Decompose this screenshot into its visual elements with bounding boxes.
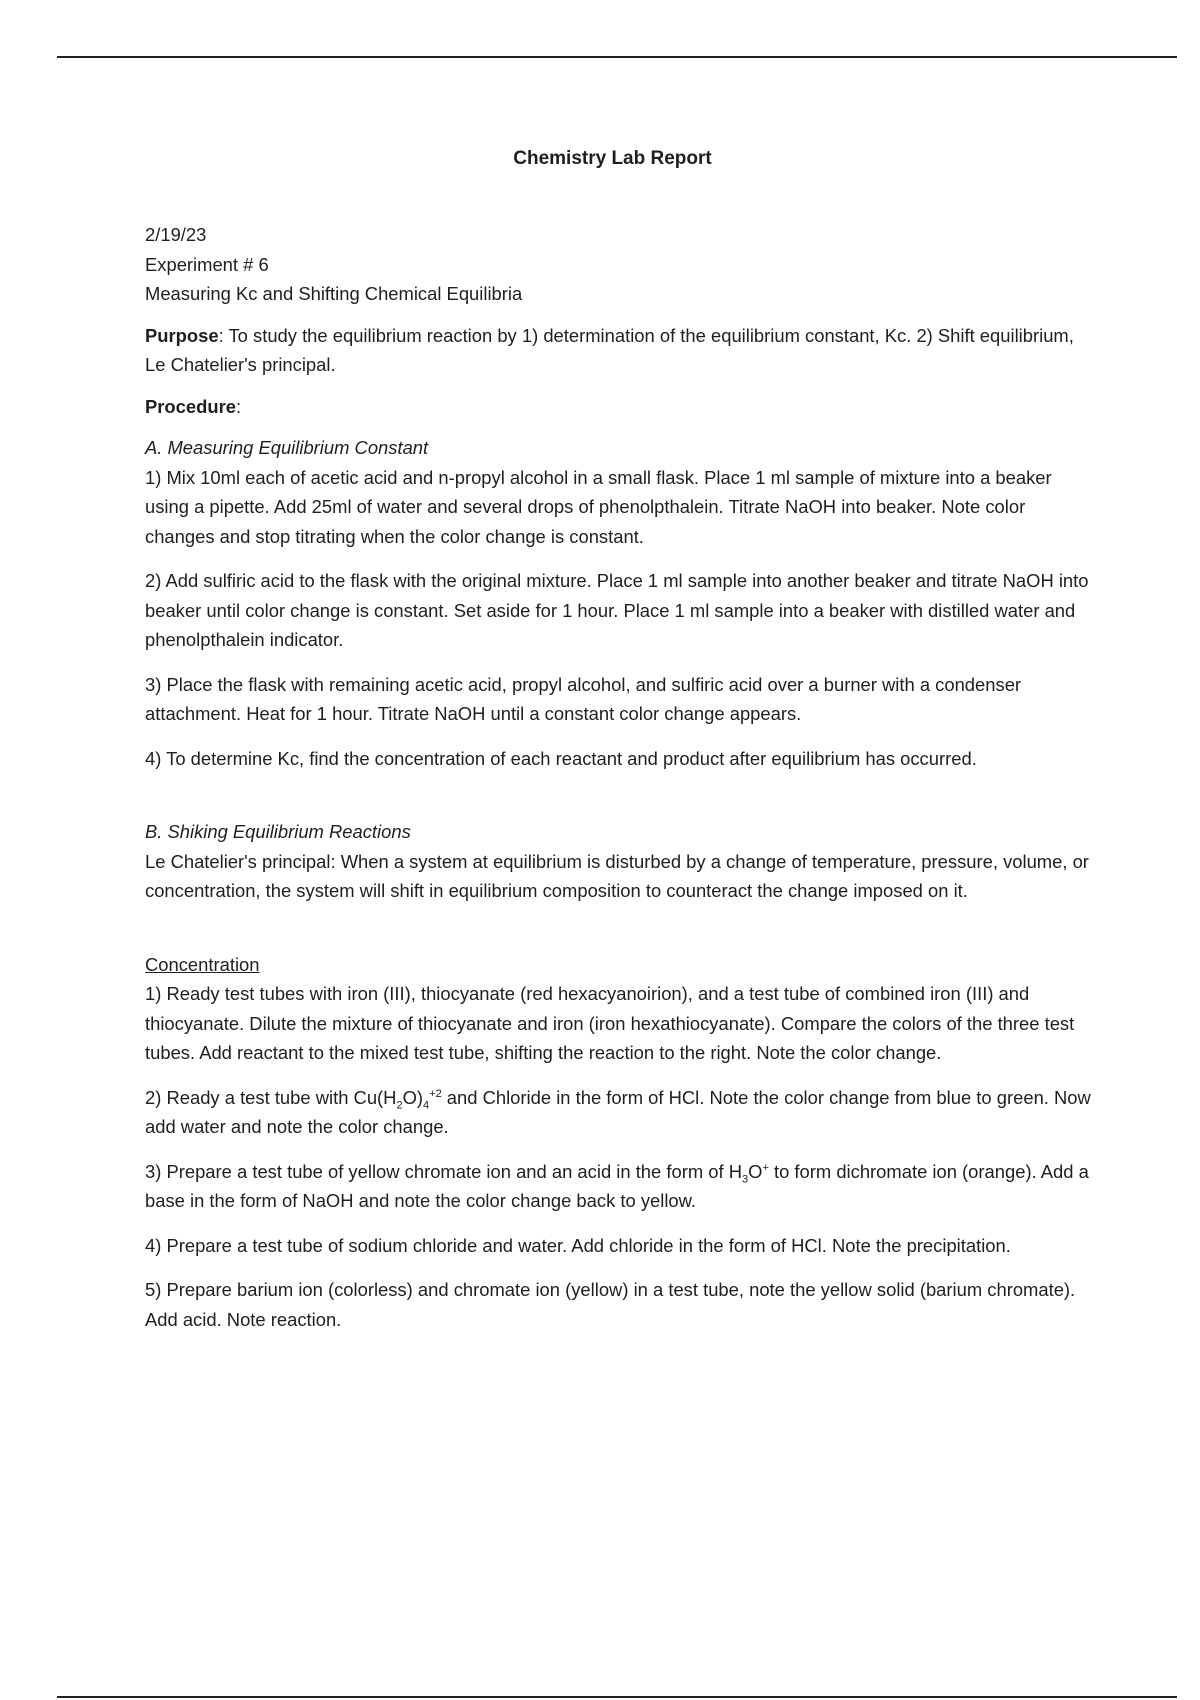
step-3-mid: O [748, 1160, 763, 1182]
section-a-step-3: 3) Place the flask with remaining acetic acid, propyl alcohol, and sulfiric acid over a burner with a condenser attachment. Heat for 1 hour. Titrate NaOH until a constant color change appears. [145, 673, 1022, 724]
bottom-rule [57, 1696, 1177, 1698]
step-2-post: and Chloride in the form of HCl. Note the color change from blue to green. Now add water and note the color change. [145, 1086, 1091, 1137]
step-2-pre: 2) Ready a test tube with Cu(H [145, 1086, 397, 1108]
step-2-sub-2: 4 [423, 1099, 430, 1112]
concentration-heading: Concentration [145, 953, 260, 975]
purpose-paragraph [145, 321, 1095, 380]
concentration-step-5: 5) Prepare barium ion (colorless) and chromate ion (yellow) in a test tube, note the yellow solid (barium chromate). Add acid. Note reaction. [145, 1279, 1076, 1330]
step-2-sub-1: 2 [396, 1099, 403, 1112]
concentration-step-4: 4) Prepare a test tube of sodium chloride and water. Add chloride in the form of HCl. Note the precipitation. [145, 1234, 1011, 1256]
experiment-title: Measuring Kc and Shifting Chemical Equilibria [145, 283, 523, 304]
step-2-sup: +2 [429, 1087, 442, 1100]
section-a-step-2: 2) Add sulfiric acid to the flask with the original mixture. Place 1 ml sample into another beaker and titrate NaOH into beaker until color change is constant. Set aside for 1 hour. Place 1 ml sample into a beaker with distilled water and phenolpthalein indicator. [145, 570, 1089, 650]
document-title: Chemistry Lab Report [513, 148, 712, 169]
purpose-label: Purpose [145, 324, 219, 346]
step-3-pre: 3) Prepare a test tube of yellow chromate ion and an acid in the form of H [145, 1160, 742, 1182]
document-body [145, 220, 1095, 1349]
procedure-heading [145, 392, 1095, 422]
report-date: 2/19/23 [145, 224, 207, 245]
section-a-step-4: 4) To determine Kc, find the concentration of each reactant and product after equilibrium has occurred. [145, 747, 977, 769]
concentration-step-3 [145, 1157, 1095, 1216]
step-3-sup: + [762, 1161, 769, 1174]
top-rule [57, 56, 1177, 58]
section-a-heading: A. Measuring Equilibrium Constant [145, 437, 429, 458]
concentration-step-1: 1) Ready test tubes with iron (III), thiocyanate (red hexacyanoirion), and a test tube of combined iron (III) and thiocyanate. Dilute the mixture of thiocyanate and iron (iron hexathiocyanate). Compare the colors of the three test tubes. Add reactant to the mixed test tube, shifting the reaction to the right. Note the color change. [145, 983, 1075, 1063]
step-3-post: to form dichromate ion (orange). Add a base in the form of NaOH and note the color change back to yellow. [145, 1160, 1089, 1211]
section-b-heading: B. Shiking Equilibrium Reactions [145, 821, 411, 842]
purpose-text: : To study the equilibrium reaction by 1) determination of the equilibrium constant, Kc. 2) Shift equilibrium, Le Chatelier's principal. [145, 324, 1074, 375]
procedure-colon: : [235, 395, 242, 417]
concentration-step-2 [145, 1083, 1095, 1142]
experiment-number: Experiment # 6 [145, 253, 269, 275]
section-a-step-1: 1) Mix 10ml each of acetic acid and n-propyl alcohol in a small flask. Place 1 ml sample of mixture into a beaker using a pipette. Add 25ml of water and several drops of phenolpthalein. Titrate NaOH into beaker. Note color changes and stop titrating when the color change is constant. [145, 466, 1052, 547]
step-3-sub: 3 [742, 1173, 749, 1186]
procedure-label: Procedure [145, 395, 236, 417]
section-b-text: Le Chatelier's principal: When a system at equilibrium is disturbed by a change of temperature, pressure, volume, or concentration, the system will shift in equilibrium composition to counteract the change imposed on it. [145, 850, 1089, 901]
step-2-mid: O) [402, 1086, 424, 1108]
